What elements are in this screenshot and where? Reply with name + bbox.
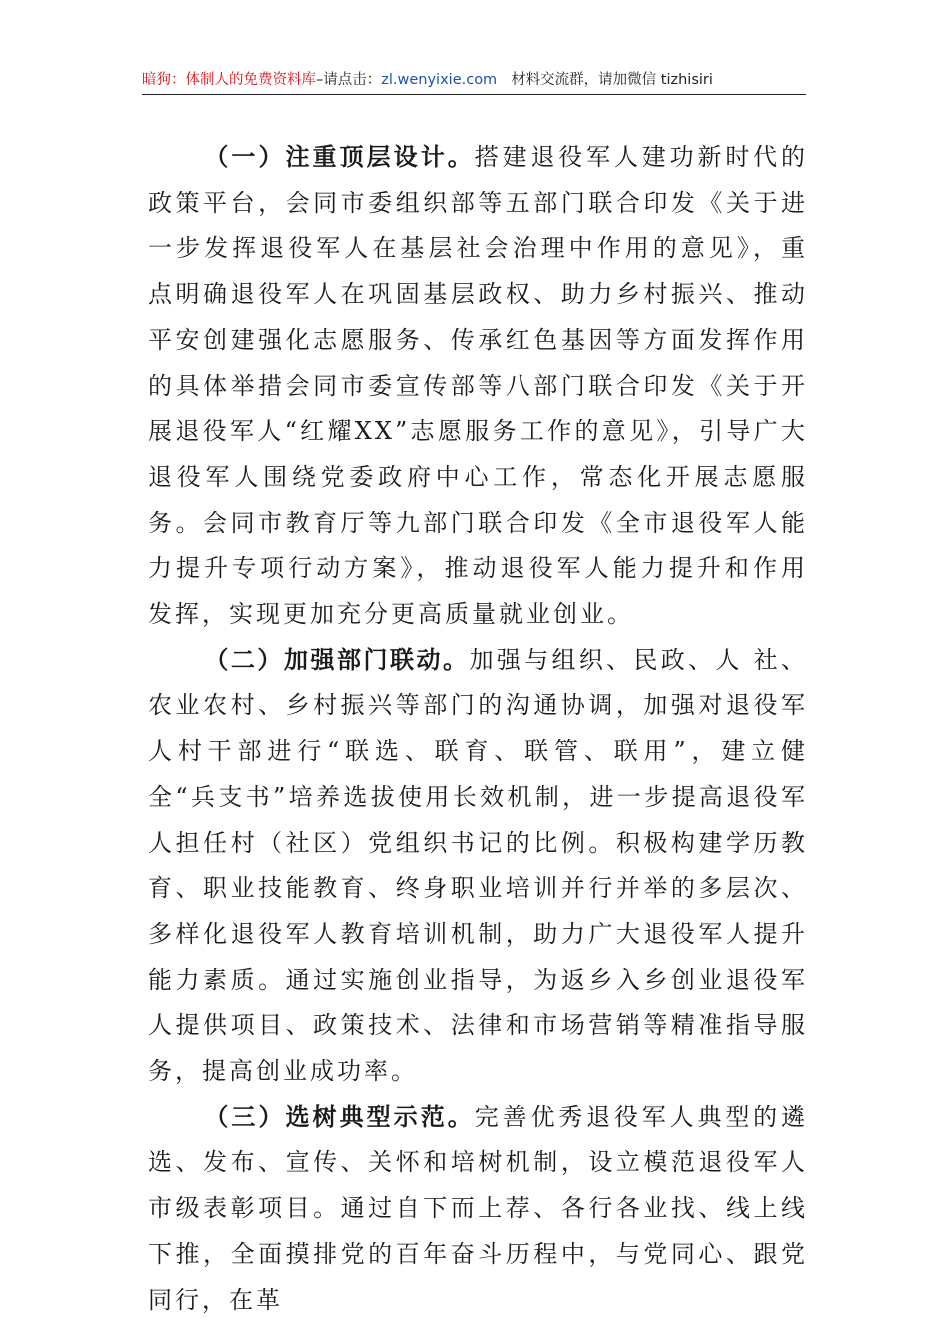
paragraph-2 [148,638,808,1095]
paragraph-1-heading: （一）注重顶层设计。 [204,143,475,171]
paragraph-2-heading: （二）加强部门联动。 [204,645,470,674]
header-brand: 暗狗：体制人的免费资料库 [142,72,316,88]
header-click-prompt: –请点击： [316,72,382,88]
paragraph-3-heading: （三）选树典型示范。 [204,1102,475,1131]
paragraph-3-text: 完善优秀退役军人典型的遴选、发布、宣传、关怀和培树机制，设立模范退役军人市级表彰项目。通过自下而上荐、各行各业找、线上线下推，全面摸排党的百年奋斗历程中，与党同心、跟党同行，在革 [148,1102,809,1314]
paragraph-1-text: 搭建退役军人建功新时代的政策平台，会同市委组织部等五部门联合印发《关于进一步发挥退役军人在基层社会治理中作用的意见》，重点明确退役军人在巩固基层政权、助力乡村振兴、推动平安创建强化志愿服务、传承红色基因等方面发挥作用的具体举措会同市委宣传部等八部门联合印发《关于开展退役军人“红耀XX”志愿服务工作的意见》，引导广大退役军人围绕党委政府中心工作，常态化开展志愿服务。会同市教育厅等九部门联合印发《全市退役军人能力提升专项行动方案》，推动退役军人能力提升和作用发挥，实现更加充分更高质量就业创业。 [148,143,809,629]
article-body [148,135,808,1323]
paragraph-3 [148,1095,808,1324]
paragraph-1 [148,135,808,638]
paragraph-2-text: 加强与组织、民政、人 社、农业农村、乡村振兴等部门的沟通协调，加强对退役军人村干部进行“联选、联育、联管、联用”，建立健全“兵支书”培养选拔使用长效机制，进一步提高退役军人担任村（社区）党组织书记的比例。积极构建学历教育、职业技能教育、终身职业培训并行并举的多层次、多样化退役军人教育培训机制，助力广大退役军人提升能力素质。通过实施创业指导，为返乡入乡创业退役军人提供项目、政策技术、法律和市场营销等精准指导服务，提高创业成功率。 [148,645,808,1086]
page-header [142,72,806,95]
header-site-link[interactable]: zl.wenyixie.com [381,72,498,88]
header-wechat-group: 材料交流群，请加微信 tizhisiri [511,72,713,88]
